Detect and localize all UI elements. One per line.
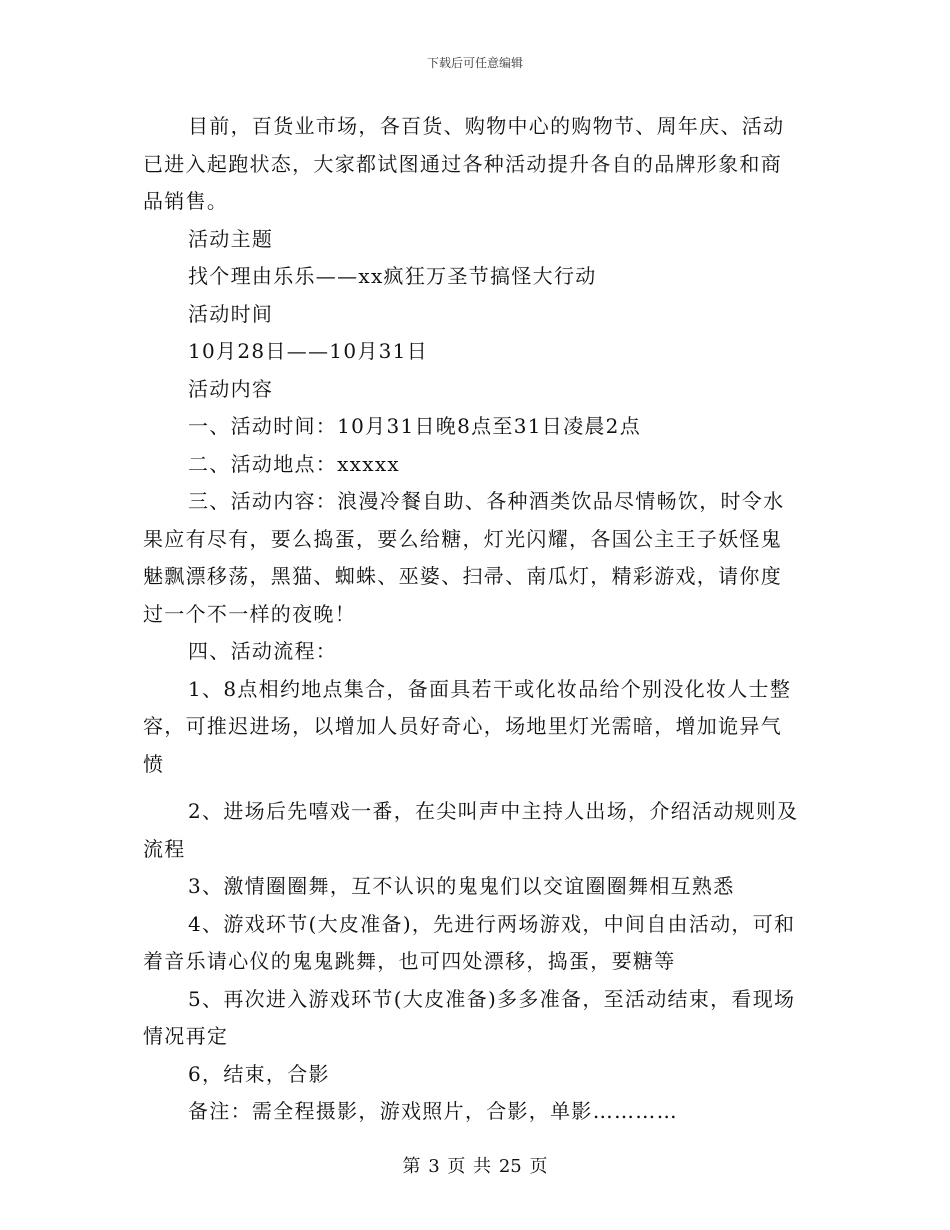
document-body [143,108,811,1131]
step-1-line-3: 愤 [143,751,165,776]
paragraph-intro-line-2: 已进入起跑状态，大家都试图通过各种活动提升各自的品牌形象和商 [143,151,782,176]
step-2-line-2: 流程 [143,836,186,861]
paragraph-intro-line-3: 品销售。 [143,189,229,213]
page-header-note: 下载后可任意编辑 [426,56,523,70]
step-1-line-2: 容，可推迟进场，以增加人员好奇心，场地里灯光需暗，增加诡异气 [143,714,782,738]
step-1-line-1: 1、8点相约地点集合，备面具若干或化妆品给个别没化妆人士整 [188,676,792,701]
step-5-line-1: 5、再次进入游戏环节(大皮准备)多多准备，至活动结束，看现场 [188,986,796,1011]
step-5-line-2: 情况再定 [143,1024,229,1048]
step-2-line-1: 2、进场后先嘻戏一番，在尖叫声中主持人出场，介绍活动规则及 [188,799,799,823]
item-activity-content-line-1: 三、活动内容：浪漫冷餐自助、各种酒类饮品尽情畅饮，时令水 [188,489,785,513]
item-activity-content-line-4: 过一个不一样的夜晚！ [143,601,356,626]
step-4-line-2: 着音乐请心仪的鬼鬼跳舞，也可四处漂移，捣蛋，要糖等 [143,949,676,973]
item-activity-flow: 四、活动流程： [188,639,338,663]
item-activity-content-line-3: 魅飘漂移荡，黑猫、蜘蛛、巫婆、扫帚、南瓜灯，精彩游戏，请你度 [143,564,782,588]
content-label: 活动内容 [188,376,274,401]
page-number-footer: 第 3 页 共 25 页 [402,1156,548,1177]
item-activity-location: 二、活动地点：xxxxx [188,451,400,476]
remark: 备注：需全程摄影，游戏照片，合影，单影………… [188,1099,678,1123]
paragraph-gap [143,783,811,793]
theme-label: 活动主题 [188,226,274,251]
step-3: 3、激情圈圈舞，互不认识的鬼鬼们以交谊圈圈舞相互熟悉 [188,874,735,898]
step-4-line-1: 4、游戏环节(大皮准备)，先进行两场游戏，中间自由活动，可和 [188,911,796,936]
time-value: 10月28日——10月31日 [188,339,428,363]
paragraph-intro-line-1: 目前，百货业市场，各百货、购物中心的购物节、周年庆、活动 [188,114,785,138]
theme-value: 找个理由乐乐——xx疯狂万圣节搞怪大行动 [188,264,597,288]
step-6: 6，结束，合影 [188,1061,330,1086]
item-activity-time: 一、活动时间：10月31日晚8点至31日凌晨2点 [188,414,641,438]
time-label: 活动时间 [188,301,274,326]
item-activity-content-line-2: 果应有尽有，要么捣蛋，要么给糖，灯光闪耀，各国公主王子妖怪鬼 [143,526,782,551]
